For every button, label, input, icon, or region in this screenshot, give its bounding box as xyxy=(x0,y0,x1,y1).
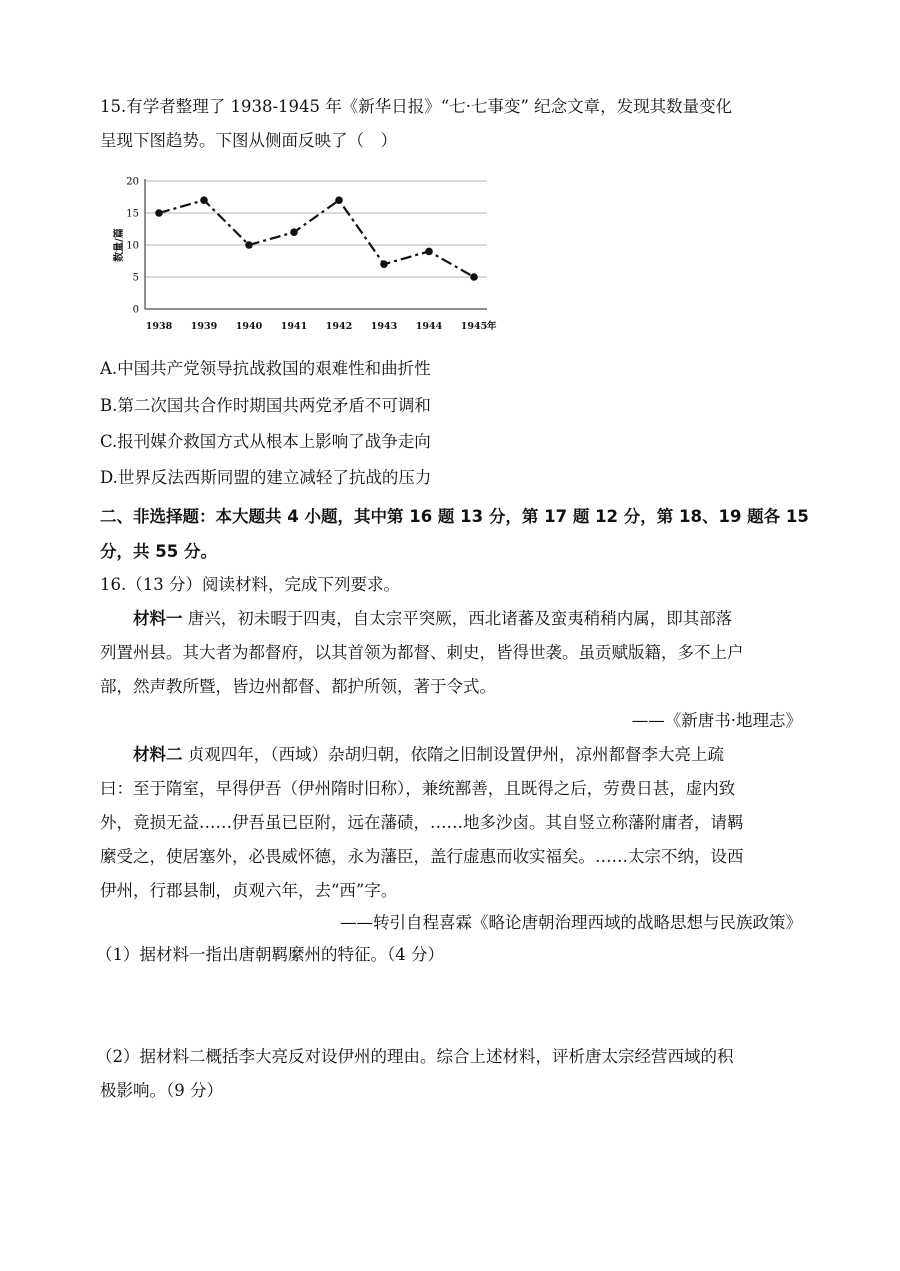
q15-option-c: C.报刊媒介救国方式从根本上影响了战争走向 xyxy=(100,432,431,451)
data-point xyxy=(335,196,343,204)
x-tick-label: 1942 xyxy=(325,321,353,332)
material1-text1: 唐兴，初未暇于四夷，自太宗平突厥，西北诸蕃及蛮夷稍稍内属，即其部落 xyxy=(182,609,733,628)
q15-option-d: D.世界反法西斯同盟的建立减轻了抗战的压力 xyxy=(100,468,432,487)
x-tick-label: 1944 xyxy=(415,321,443,332)
section2-heading-line1: 二、非选择题：本大题共 4 小题，其中第 16 题 13 分，第 17 题 12 分，第 18、19 题各 15 xyxy=(100,507,809,526)
x-axis-unit: 年 xyxy=(487,321,497,332)
data-point xyxy=(470,273,478,281)
q16-intro: 16.（13 分）阅读材料，完成下列要求。 xyxy=(100,575,400,594)
x-tick-label: 1938 xyxy=(145,321,173,332)
section2-heading-line2: 分，共 55 分。 xyxy=(100,542,217,561)
q16-sub1: （1）据材料一指出唐朝羁縻州的特征。（4 分） xyxy=(96,945,444,964)
q16-sub2-line1: （2）据材料二概括李大亮反对设伊州的理由。综合上述材料，评析唐太宗经营西域的积 xyxy=(96,1047,734,1066)
material2-line4: 縻受之，使居塞外，必畏威怀德，永为藩臣，盖行虚惠而收实福矣。……太宗不纳，设西 xyxy=(100,847,744,866)
material2-label: 材料二 xyxy=(133,745,183,764)
data-point xyxy=(200,196,208,204)
q15-option-a: A.中国共产党领导抗战救国的艰难性和曲折性 xyxy=(100,359,431,378)
material1-line3: 部，然声教所暨，皆边州都督、都护所领，著于令式。 xyxy=(100,677,496,696)
chart-grid xyxy=(145,181,487,277)
y-tick-label: 20 xyxy=(126,176,139,188)
q16-sub2-line2: 极影响。（9 分） xyxy=(100,1081,223,1100)
q15-stem-line2: 呈现下图趋势。下图从侧面反映了（ ） xyxy=(100,131,397,150)
q15-option-b: B.第二次国共合作时期国共两党矛盾不可调和 xyxy=(100,396,431,415)
x-tick-label: 1940 xyxy=(235,321,263,332)
y-tick-label: 15 xyxy=(126,208,139,220)
q15-stem-line1: 15.有学者整理了 1938-1945 年《新华日报》“七·七事变” 纪念文章，发现其数量变化 xyxy=(100,97,733,116)
data-point xyxy=(155,209,163,217)
chart-axes xyxy=(145,179,487,309)
material2-line1 xyxy=(133,744,724,765)
y-tick-label: 0 xyxy=(132,304,139,316)
series-line xyxy=(159,200,474,277)
material1-line2: 列置州县。其大者为都督府，以其首领为都督、刺史，皆得世袭。虽贡赋版籍，多不上户 xyxy=(100,643,744,662)
material2-line5: 伊州，行郡县制，贞观六年，去“西”字。 xyxy=(100,881,398,900)
y-axis-label: 数量/篇 xyxy=(114,228,125,262)
material2-source: ——转引自程喜霖《略论唐朝治理西域的战略思想与民族政策》 xyxy=(340,913,802,932)
material1-source: ——《新唐书·地理志》 xyxy=(631,711,802,730)
data-point xyxy=(380,260,388,268)
y-tick-label: 10 xyxy=(126,240,139,252)
material1-label: 材料一 xyxy=(133,609,183,628)
data-point xyxy=(425,248,433,256)
x-tick-label: 1941 xyxy=(280,321,308,332)
material2-line2: 曰：至于隋室，早得伊吾（伊州隋时旧称），兼统鄯善，且既得之后，劳费日甚，虚内致 xyxy=(100,779,736,798)
data-point xyxy=(245,241,253,249)
material1-line1 xyxy=(133,608,732,629)
data-point xyxy=(290,228,298,236)
x-tick-label: 1943 xyxy=(370,321,398,332)
chart-series xyxy=(155,196,478,280)
x-tick-label: 1945 xyxy=(460,321,488,332)
material2-text1: 贞观四年，（西域）杂胡归朝，依隋之旧制设置伊州，凉州都督李大亮上疏 xyxy=(182,745,724,764)
x-tick-label: 1939 xyxy=(190,321,218,332)
y-tick-label: 5 xyxy=(132,272,139,284)
line-chart xyxy=(100,166,510,336)
material2-line3: 外，竟损无益……伊吾虽已臣附，远在藩碛，……地多沙卤。其自竖立称藩附庸者，请羁 xyxy=(100,813,744,832)
